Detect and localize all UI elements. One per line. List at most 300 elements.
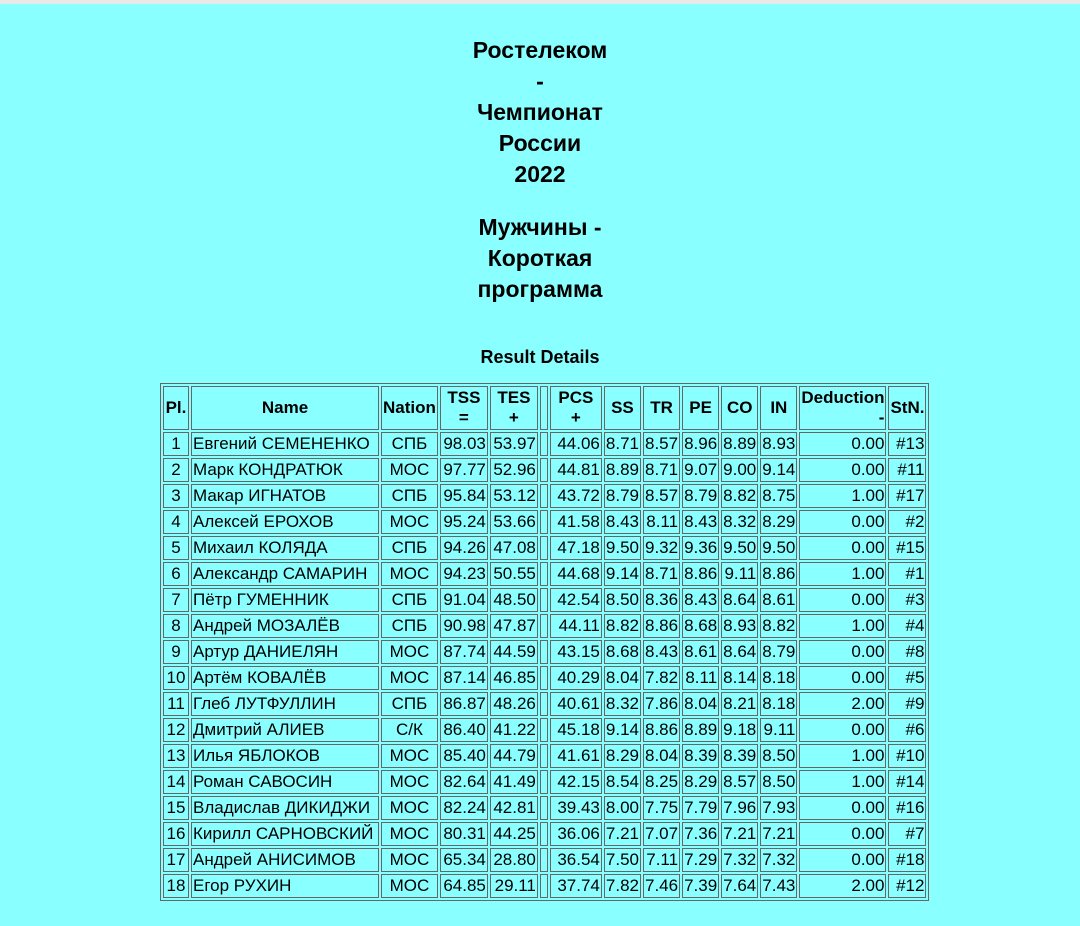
nation-cell: МОС [381,458,438,482]
ss-cell: 8.68 [604,640,641,664]
skater-name-cell: Илья ЯБЛОКОВ [191,744,379,768]
place-cell: 5 [163,536,189,560]
place-cell: 1 [163,432,189,456]
pe-cell: 8.61 [682,640,719,664]
start-number-cell: #6 [888,718,926,742]
skater-name-cell: Владислав ДИКИДЖИ [191,796,379,820]
deduction-cell: 0.00 [799,588,886,612]
pcs-cell: 41.58 [550,510,602,534]
pe-cell: 8.39 [682,744,719,768]
header-place: Pl. [163,386,189,430]
spacer-cell [540,510,548,534]
co-cell: 9.11 [721,562,758,586]
co-cell: 7.32 [721,848,758,872]
pcs-cell: 44.68 [550,562,602,586]
start-number-cell: #2 [888,510,926,534]
deduction-cell: 1.00 [799,614,886,638]
pcs-cell: 43.72 [550,484,602,508]
place-cell: 6 [163,562,189,586]
ss-cell: 7.82 [604,874,641,898]
table-row [163,432,926,456]
header-deduction [799,386,886,430]
tss-cell: 98.03 [440,432,488,456]
tes-cell: 44.79 [490,744,538,768]
ss-cell: 8.54 [604,770,641,794]
event-title-line: России [498,130,582,156]
co-cell: 7.64 [721,874,758,898]
skater-name-cell: Пётр ГУМЕННИК [191,588,379,612]
spacer-cell [540,822,548,846]
ss-cell: 8.79 [604,484,641,508]
spacer-cell [540,666,548,690]
pe-cell: 8.96 [682,432,719,456]
tss-cell: 86.87 [440,692,488,716]
spacer-cell [540,432,548,456]
start-number-cell: #1 [888,562,926,586]
results-body [163,432,926,898]
nation-cell: МОС [381,640,438,664]
nation-cell: МОС [381,666,438,690]
event-title-line: Ростелеком [472,37,608,63]
tes-cell: 53.97 [490,432,538,456]
tes-cell: 47.87 [490,614,538,638]
spacer-cell [540,692,548,716]
start-number-cell: #4 [888,614,926,638]
co-cell: 9.50 [721,536,758,560]
place-cell: 18 [163,874,189,898]
tes-cell: 28.80 [490,848,538,872]
start-number-cell: #10 [888,744,926,768]
tss-cell: 65.34 [440,848,488,872]
nation-cell: МОС [381,770,438,794]
pe-cell: 7.39 [682,874,719,898]
tss-cell: 95.84 [440,484,488,508]
tes-cell: 52.96 [490,458,538,482]
section-title: Result Details [480,347,600,367]
in-cell: 8.82 [760,614,797,638]
nation-cell: СПБ [381,432,438,456]
tes-cell: 46.85 [490,666,538,690]
ss-cell: 9.14 [604,562,641,586]
tr-cell: 8.43 [643,640,680,664]
in-cell: 8.61 [760,588,797,612]
table-row [163,848,926,872]
nation-cell: МОС [381,796,438,820]
start-number-cell: #13 [888,432,926,456]
pe-cell: 8.11 [682,666,719,690]
header-pe: PE [682,386,719,430]
spacer-cell [540,874,548,898]
tes-cell: 48.26 [490,692,538,716]
start-number-cell: #16 [888,796,926,820]
spacer-cell [540,562,548,586]
place-cell: 13 [163,744,189,768]
tes-cell: 44.25 [490,822,538,846]
in-cell: 8.75 [760,484,797,508]
place-cell: 3 [163,484,189,508]
header-pcs-op: + [570,408,581,427]
tr-cell: 8.86 [643,614,680,638]
segment-title-line: программа [477,276,603,302]
pcs-cell: 44.11 [550,614,602,638]
tes-cell: 29.11 [490,874,538,898]
in-cell: 7.21 [760,822,797,846]
header-deduction-op: - [878,408,885,427]
table-row [163,640,926,664]
in-cell: 7.93 [760,796,797,820]
pcs-cell: 40.29 [550,666,602,690]
deduction-cell: 0.00 [799,796,886,820]
in-cell: 8.18 [760,692,797,716]
deduction-cell: 2.00 [799,692,886,716]
table-row [163,692,926,716]
place-cell: 8 [163,614,189,638]
skater-name-cell: Андрей МОЗАЛЁВ [191,614,379,638]
spacer-cell [540,614,548,638]
tss-cell: 64.85 [440,874,488,898]
header-tss-label: TSS [447,388,481,407]
in-cell: 9.50 [760,536,797,560]
co-cell: 8.14 [721,666,758,690]
pcs-cell: 36.06 [550,822,602,846]
ss-cell: 8.43 [604,510,641,534]
tr-cell: 7.82 [643,666,680,690]
in-cell: 9.11 [760,718,797,742]
table-row [163,588,926,612]
skater-name-cell: Алексей ЕРОХОВ [191,510,379,534]
in-cell: 9.14 [760,458,797,482]
nation-cell: С/К [381,718,438,742]
skater-name-cell: Егор РУХИН [191,874,379,898]
start-number-cell: #11 [888,458,926,482]
skater-name-cell: Макар ИГНАТОВ [191,484,379,508]
tes-cell: 50.55 [490,562,538,586]
deduction-cell: 0.00 [799,848,886,872]
pe-cell: 7.29 [682,848,719,872]
nation-cell: МОС [381,510,438,534]
pcs-cell: 47.18 [550,536,602,560]
nation-cell: СПБ [381,692,438,716]
tes-cell: 41.22 [490,718,538,742]
pe-cell: 8.43 [682,588,719,612]
tss-cell: 95.24 [440,510,488,534]
place-cell: 7 [163,588,189,612]
ss-cell: 8.89 [604,458,641,482]
co-cell: 8.32 [721,510,758,534]
header-tes-op: + [508,408,519,427]
segment-title [0,212,1080,305]
place-cell: 12 [163,718,189,742]
co-cell: 8.64 [721,640,758,664]
pcs-cell: 36.54 [550,848,602,872]
nation-cell: СПБ [381,484,438,508]
deduction-cell: 0.00 [799,510,886,534]
deduction-cell: 1.00 [799,770,886,794]
co-cell: 9.00 [721,458,758,482]
tss-cell: 85.40 [440,744,488,768]
header-spacer [540,386,548,430]
skater-name-cell: Кирилл САРНОВСКИЙ [191,822,379,846]
skater-name-cell: Евгений СЕМЕНЕНКО [191,432,379,456]
header-tes [490,386,538,430]
header-tr: TR [643,386,680,430]
spacer-cell [540,848,548,872]
place-cell: 4 [163,510,189,534]
header-ss: SS [604,386,641,430]
header-pcs-label: PCS [558,388,594,407]
tss-cell: 91.04 [440,588,488,612]
start-number-cell: #14 [888,770,926,794]
nation-cell: МОС [381,822,438,846]
start-number-cell: #12 [888,874,926,898]
in-cell: 8.18 [760,666,797,690]
spacer-cell [540,640,548,664]
table-row [163,562,926,586]
pe-cell: 7.79 [682,796,719,820]
in-cell: 7.32 [760,848,797,872]
start-number-cell: #18 [888,848,926,872]
pcs-cell: 44.06 [550,432,602,456]
deduction-cell: 0.00 [799,666,886,690]
pcs-cell: 40.61 [550,692,602,716]
tr-cell: 7.75 [643,796,680,820]
place-cell: 17 [163,848,189,872]
nation-cell: МОС [381,848,438,872]
co-cell: 8.93 [721,614,758,638]
pcs-cell: 42.15 [550,770,602,794]
tss-cell: 86.40 [440,718,488,742]
place-cell: 2 [163,458,189,482]
start-number-cell: #17 [888,484,926,508]
tr-cell: 8.57 [643,484,680,508]
ss-cell: 8.32 [604,692,641,716]
table-row [163,796,926,820]
tr-cell: 7.46 [643,874,680,898]
skater-name-cell: Артур ДАНИЕЛЯН [191,640,379,664]
spacer-cell [540,796,548,820]
tes-cell: 47.08 [490,536,538,560]
pe-cell: 7.36 [682,822,719,846]
skater-name-cell: Александр САМАРИН [191,562,379,586]
tes-cell: 41.49 [490,770,538,794]
nation-cell: МОС [381,562,438,586]
in-cell: 8.93 [760,432,797,456]
ss-cell: 8.82 [604,614,641,638]
deduction-cell: 1.00 [799,744,886,768]
header-row [163,386,926,430]
table-row [163,744,926,768]
pcs-cell: 42.54 [550,588,602,612]
segment-title-line: Короткая [487,245,593,271]
table-row [163,484,926,508]
results-table [160,383,929,901]
place-cell: 15 [163,796,189,820]
deduction-cell: 1.00 [799,562,886,586]
tss-cell: 82.24 [440,796,488,820]
place-cell: 10 [163,666,189,690]
header-name: Name [191,386,379,430]
nation-cell: СПБ [381,536,438,560]
header-deduction-label: Deduction [801,388,885,407]
table-row [163,874,926,898]
tss-cell: 94.23 [440,562,488,586]
tes-cell: 53.66 [490,510,538,534]
deduction-cell: 0.00 [799,822,886,846]
spacer-cell [540,458,548,482]
ss-cell: 9.50 [604,536,641,560]
deduction-cell: 0.00 [799,458,886,482]
tr-cell: 9.32 [643,536,680,560]
event-title [0,35,1080,190]
spacer-cell [540,744,548,768]
tr-cell: 7.86 [643,692,680,716]
pcs-cell: 41.61 [550,744,602,768]
co-cell: 9.18 [721,718,758,742]
pe-cell: 8.89 [682,718,719,742]
pe-cell: 8.43 [682,510,719,534]
co-cell: 8.64 [721,588,758,612]
skater-name-cell: Михаил КОЛЯДА [191,536,379,560]
pe-cell: 8.79 [682,484,719,508]
place-cell: 11 [163,692,189,716]
tr-cell: 7.07 [643,822,680,846]
ss-cell: 7.50 [604,848,641,872]
pcs-cell: 43.15 [550,640,602,664]
skater-name-cell: Глеб ЛУТФУЛЛИН [191,692,379,716]
tss-cell: 90.98 [440,614,488,638]
header-tss [440,386,488,430]
spacer-cell [540,770,548,794]
place-cell: 9 [163,640,189,664]
co-cell: 8.57 [721,770,758,794]
ss-cell: 8.00 [604,796,641,820]
header-start-number: StN. [888,386,926,430]
tes-cell: 42.81 [490,796,538,820]
co-cell: 8.39 [721,744,758,768]
deduction-cell: 2.00 [799,874,886,898]
pe-cell: 9.07 [682,458,719,482]
tes-cell: 44.59 [490,640,538,664]
tr-cell: 8.71 [643,458,680,482]
skater-name-cell: Артём КОВАЛЁВ [191,666,379,690]
tr-cell: 7.11 [643,848,680,872]
tr-cell: 8.04 [643,744,680,768]
pe-cell: 9.36 [682,536,719,560]
pe-cell: 8.29 [682,770,719,794]
in-cell: 8.29 [760,510,797,534]
pe-cell: 8.68 [682,614,719,638]
table-row [163,614,926,638]
co-cell: 8.89 [721,432,758,456]
table-row [163,822,926,846]
table-row [163,510,926,534]
pcs-cell: 45.18 [550,718,602,742]
in-cell: 8.50 [760,770,797,794]
tss-cell: 82.64 [440,770,488,794]
place-cell: 14 [163,770,189,794]
tr-cell: 8.71 [643,562,680,586]
skater-name-cell: Андрей АНИСИМОВ [191,848,379,872]
table-row [163,770,926,794]
tss-cell: 80.31 [440,822,488,846]
nation-cell: СПБ [381,614,438,638]
place-cell: 16 [163,822,189,846]
tes-cell: 53.12 [490,484,538,508]
start-number-cell: #7 [888,822,926,846]
nation-cell: МОС [381,874,438,898]
ss-cell: 9.14 [604,718,641,742]
in-cell: 8.79 [760,640,797,664]
skater-name-cell: Роман САВОСИН [191,770,379,794]
in-cell: 8.86 [760,562,797,586]
header-tes-label: TES [497,388,531,407]
deduction-cell: 0.00 [799,640,886,664]
event-title-line: 2022 [514,161,566,187]
deduction-cell: 1.00 [799,484,886,508]
tss-cell: 87.14 [440,666,488,690]
nation-cell: СПБ [381,588,438,612]
pcs-cell: 44.81 [550,458,602,482]
start-number-cell: #5 [888,666,926,690]
tes-cell: 48.50 [490,588,538,612]
in-cell: 7.43 [760,874,797,898]
header-nation: Nation [381,386,438,430]
skater-name-cell: Марк КОНДРАТЮК [191,458,379,482]
spacer-cell [540,536,548,560]
table-row [163,458,926,482]
ss-cell: 7.21 [604,822,641,846]
ss-cell: 8.71 [604,432,641,456]
start-number-cell: #9 [888,692,926,716]
spacer-cell [540,718,548,742]
tr-cell: 8.57 [643,432,680,456]
tr-cell: 8.25 [643,770,680,794]
pe-cell: 8.86 [682,562,719,586]
co-cell: 7.21 [721,822,758,846]
ss-cell: 8.29 [604,744,641,768]
start-number-cell: #15 [888,536,926,560]
start-number-cell: #3 [888,588,926,612]
event-title-line: Чемпионат [477,99,603,125]
deduction-cell: 0.00 [799,536,886,560]
co-cell: 7.96 [721,796,758,820]
header-tss-op: = [458,408,469,427]
tr-cell: 8.36 [643,588,680,612]
tr-cell: 8.11 [643,510,680,534]
deduction-cell: 0.00 [799,718,886,742]
co-cell: 8.21 [721,692,758,716]
skater-name-cell: Дмитрий АЛИЕВ [191,718,379,742]
nation-cell: МОС [381,744,438,768]
deduction-cell: 0.00 [799,432,886,456]
spacer-cell [540,588,548,612]
table-row [163,666,926,690]
in-cell: 8.50 [760,744,797,768]
pcs-cell: 39.43 [550,796,602,820]
tss-cell: 87.74 [440,640,488,664]
pcs-cell: 37.74 [550,874,602,898]
spacer-cell [540,484,548,508]
table-row [163,718,926,742]
tss-cell: 97.77 [440,458,488,482]
segment-title-line: Мужчины - [478,214,602,240]
header-pcs [550,386,602,430]
header-co: CO [721,386,758,430]
table-row [163,536,926,560]
tr-cell: 8.86 [643,718,680,742]
ss-cell: 8.50 [604,588,641,612]
ss-cell: 8.04 [604,666,641,690]
